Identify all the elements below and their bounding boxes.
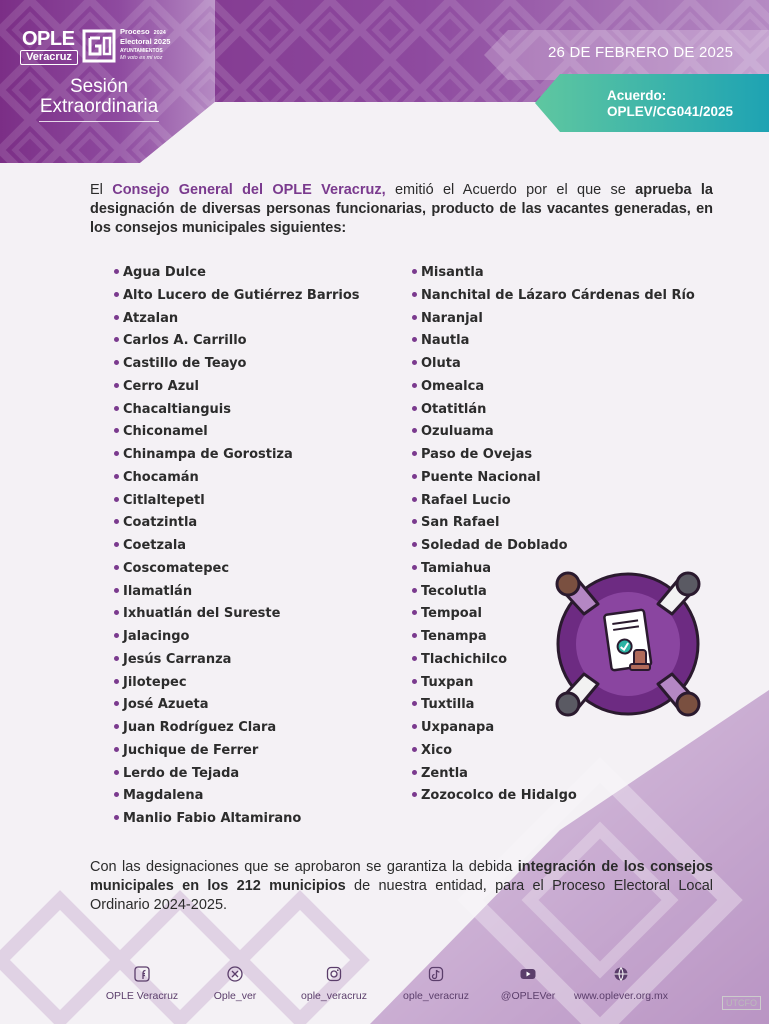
bullet-icon xyxy=(114,701,119,706)
logo-ople-text: OPLE xyxy=(22,28,75,50)
municipality-name: Agua Dulce xyxy=(123,265,206,280)
bullet-icon xyxy=(114,315,119,320)
municipality-name: Xico xyxy=(421,742,453,758)
municipality-item xyxy=(114,581,360,604)
bullet-icon xyxy=(114,337,119,342)
closing-bold-text: integración de los consejos municipales en los 212 municipios xyxy=(90,859,713,894)
municipality-item xyxy=(412,740,695,763)
municipality-item xyxy=(412,376,695,399)
municipality-item xyxy=(412,763,695,786)
youtube-icon xyxy=(520,966,536,982)
x-icon xyxy=(227,966,243,982)
bullet-icon xyxy=(114,747,119,752)
social-instagram[interactable] xyxy=(296,966,372,1004)
bullet-icon xyxy=(114,451,119,456)
bullet-icon xyxy=(114,428,119,433)
municipality-item xyxy=(114,558,360,581)
municipality-name: Atzalan xyxy=(123,310,179,326)
bullet-icon xyxy=(412,497,417,502)
municipality-name: Ilamatlán xyxy=(123,583,193,599)
intro-text-2: emitió el Acuerdo por el que se xyxy=(385,182,636,198)
municipality-item xyxy=(114,490,360,513)
bullet-icon xyxy=(114,792,119,797)
municipality-name: José Azueta xyxy=(123,697,209,713)
logo-veracruz-text: Veracruz xyxy=(20,50,78,65)
municipality-name: Zozocolco de Hidalgo xyxy=(421,788,577,804)
bullet-icon xyxy=(114,815,119,820)
municipality-item xyxy=(412,467,695,490)
municipality-item xyxy=(412,490,695,513)
municipality-name: Juchique de Ferrer xyxy=(123,742,259,758)
instagram-icon xyxy=(326,966,342,982)
municipality-item xyxy=(412,512,695,535)
bullet-icon xyxy=(412,360,417,365)
session-title-line2: Extraordinaria xyxy=(39,96,159,117)
municipality-name: Tuxtilla xyxy=(421,697,475,713)
intro-organization: Consejo General del OPLE Veracruz, xyxy=(112,182,386,198)
bullet-icon xyxy=(412,792,417,797)
municipality-name: Castillo de Teayo xyxy=(123,356,247,371)
bullet-icon xyxy=(412,633,417,638)
social-x[interactable] xyxy=(209,966,261,1004)
bullet-icon xyxy=(114,633,119,638)
municipality-name: Chinampa de Gorostiza xyxy=(123,447,293,462)
bullet-icon xyxy=(412,269,417,274)
municipality-name: Rafael Lucio xyxy=(421,492,511,508)
municipality-item xyxy=(114,467,360,490)
bullet-icon xyxy=(412,724,417,729)
social-website[interactable] xyxy=(566,966,676,1004)
municipality-item xyxy=(114,808,360,831)
municipality-name: Chocamán xyxy=(123,469,199,485)
process-electoral: Electoral 2025 xyxy=(120,37,171,46)
municipality-name: Citlaltepetl xyxy=(123,492,205,508)
bullet-icon xyxy=(412,542,417,547)
municipality-name: Tlachichilco xyxy=(421,651,508,667)
bullet-icon xyxy=(114,360,119,365)
bullet-icon xyxy=(412,474,417,479)
municipality-item xyxy=(114,694,360,717)
bullet-icon xyxy=(114,656,119,661)
social-youtube-label: @OPLEVer xyxy=(500,990,556,1002)
municipality-list-right xyxy=(412,262,695,808)
bullet-icon xyxy=(114,497,119,502)
municipality-name: Otatitlán xyxy=(421,401,487,417)
bullet-icon xyxy=(114,292,119,297)
municipality-name: Naranjal xyxy=(421,310,483,326)
municipality-list-left xyxy=(114,262,360,831)
municipality-name: Coscomatepec xyxy=(123,560,230,576)
municipality-item xyxy=(114,672,360,695)
bullet-icon xyxy=(412,565,417,570)
bullet-icon xyxy=(412,610,417,615)
municipality-name: Tempoal xyxy=(421,606,482,622)
municipality-item xyxy=(412,399,695,422)
municipality-item xyxy=(412,308,695,331)
intro-paragraph xyxy=(90,181,713,238)
intro-text-1: El xyxy=(90,182,113,198)
process-tagline: Mi voto es mi voz xyxy=(120,55,163,61)
municipality-name: Cerro Azul xyxy=(123,378,199,394)
social-x-label: Ople_ver xyxy=(213,990,257,1002)
bullet-icon xyxy=(412,337,417,342)
bullet-icon xyxy=(114,588,119,593)
bullet-icon xyxy=(114,679,119,684)
municipality-name: Puente Nacional xyxy=(421,469,541,485)
municipality-item xyxy=(114,535,360,558)
municipality-name: Soledad de Doblado xyxy=(421,538,568,553)
acuerdo-label: Acuerdo: xyxy=(607,88,667,103)
intro-bold-text: aprueba la designación de diversas personas funcionarias, producto de las vacantes generadas, en los consejos municipales siguientes: xyxy=(90,182,713,236)
social-youtube[interactable] xyxy=(499,966,557,1004)
bullet-icon xyxy=(114,269,119,274)
bullet-icon xyxy=(114,383,119,388)
facebook-icon xyxy=(134,966,150,982)
municipality-item xyxy=(114,285,360,308)
municipality-name: Zentla xyxy=(421,765,468,781)
social-links xyxy=(0,966,769,1006)
municipality-item xyxy=(412,330,695,353)
municipality-name: Misantla xyxy=(421,265,484,280)
municipality-name: Tenampa xyxy=(421,629,487,644)
municipality-item xyxy=(114,603,360,626)
process-label: Proceso xyxy=(120,27,150,36)
bullet-icon xyxy=(412,519,417,524)
municipality-name: Juan Rodríguez Clara xyxy=(123,720,277,735)
municipality-name: Tuxpan xyxy=(421,674,474,690)
municipality-item xyxy=(114,512,360,535)
bullet-icon xyxy=(412,451,417,456)
bullet-icon xyxy=(412,679,417,684)
closing-text-2: de nuestra entidad, para el Proceso Electoral Local Ordinario 2024-2025. xyxy=(90,878,713,913)
municipality-item xyxy=(114,649,360,672)
closing-paragraph xyxy=(90,858,713,915)
municipality-item xyxy=(114,308,360,331)
municipality-name: Ixhuatlán del Sureste xyxy=(123,606,281,622)
bullet-icon xyxy=(114,565,119,570)
social-tiktok[interactable] xyxy=(398,966,474,1004)
tiktok-icon xyxy=(428,966,444,982)
bullet-icon xyxy=(114,542,119,547)
municipality-item xyxy=(412,717,695,740)
social-instagram-label: ople_veracruz xyxy=(301,990,367,1002)
municipality-item xyxy=(114,262,360,285)
process-ayuntamientos: AYUNTAMIENTOS xyxy=(120,48,163,54)
municipality-name: Jilotepec xyxy=(123,674,187,690)
municipality-name: Carlos A. Carrillo xyxy=(123,333,247,349)
municipality-name: Chiconamel xyxy=(123,424,208,440)
municipality-item xyxy=(114,421,360,444)
municipality-name: Chacaltianguis xyxy=(123,401,231,417)
municipality-item xyxy=(412,285,695,308)
bullet-icon xyxy=(412,588,417,593)
municipality-item xyxy=(114,763,360,786)
municipality-name: Coetzala xyxy=(123,538,187,553)
bullet-icon xyxy=(412,747,417,752)
municipality-name: Manlio Fabio Altamirano xyxy=(123,811,302,826)
municipality-item xyxy=(114,330,360,353)
municipality-name: Oluta xyxy=(421,356,461,371)
social-website-label: www.oplever.org.mx xyxy=(574,990,668,1002)
bullet-icon xyxy=(412,770,417,775)
municipality-name: Alto Lucero de Gutiérrez Barrios xyxy=(123,287,360,303)
municipality-item xyxy=(114,444,360,467)
bullet-icon xyxy=(114,610,119,615)
municipality-item xyxy=(114,717,360,740)
municipality-item xyxy=(114,785,360,808)
municipality-item xyxy=(412,535,695,558)
municipality-name: Ozuluama xyxy=(421,424,494,440)
municipality-item xyxy=(412,421,695,444)
bullet-icon xyxy=(412,701,417,706)
municipality-name: Uxpanapa xyxy=(421,720,495,735)
municipality-item xyxy=(114,399,360,422)
social-tiktok-label: ople_veracruz xyxy=(403,990,469,1002)
acuerdo-number: OPLEV/CG041/2025 xyxy=(607,104,734,119)
bullet-icon xyxy=(412,656,417,661)
closing-text-1: Con las designaciones que se aprobaron se garantiza la debida xyxy=(90,859,518,875)
municipality-item xyxy=(114,740,360,763)
municipality-name: Nanchital de Lázaro Cárdenas del Río xyxy=(421,287,695,303)
corner-watermark: UTCFO xyxy=(722,996,761,1010)
municipality-name: Tecolutla xyxy=(421,583,487,599)
bullet-icon xyxy=(412,315,417,320)
bullet-icon xyxy=(114,724,119,729)
municipality-name: Omealca xyxy=(421,378,485,394)
globe-icon xyxy=(613,966,629,982)
municipality-item xyxy=(114,353,360,376)
social-facebook[interactable] xyxy=(104,966,180,1004)
municipality-name: Jalacingo xyxy=(123,629,190,644)
municipality-name: Coatzintla xyxy=(123,515,198,531)
municipality-name: Jesús Carranza xyxy=(123,651,232,667)
bullet-icon xyxy=(412,428,417,433)
municipality-name: Nautla xyxy=(421,333,470,349)
municipality-name: Magdalena xyxy=(123,788,204,804)
municipality-item xyxy=(412,353,695,376)
municipality-name: San Rafael xyxy=(421,515,500,531)
bullet-icon xyxy=(114,519,119,524)
bullet-icon xyxy=(114,406,119,411)
municipality-name: Tamiahua xyxy=(421,560,492,576)
municipality-name: Lerdo de Tejada xyxy=(123,765,240,781)
municipality-item xyxy=(412,785,695,808)
session-date: 26 DE FEBRERO DE 2025 xyxy=(548,44,734,61)
bullet-icon xyxy=(114,770,119,775)
bullet-icon xyxy=(412,406,417,411)
municipality-name: Paso de Ovejas xyxy=(421,447,533,462)
municipality-item xyxy=(412,262,695,285)
social-facebook-label: OPLE Veracruz xyxy=(105,990,179,1002)
municipality-item xyxy=(114,626,360,649)
bullet-icon xyxy=(114,474,119,479)
municipality-item xyxy=(114,376,360,399)
municipality-item xyxy=(412,444,695,467)
meeting-table-illustration xyxy=(552,568,704,720)
session-title-line1: Sesión xyxy=(69,76,129,97)
process-year-small: 2024 xyxy=(153,30,166,36)
bullet-icon xyxy=(412,383,417,388)
bullet-icon xyxy=(412,292,417,297)
